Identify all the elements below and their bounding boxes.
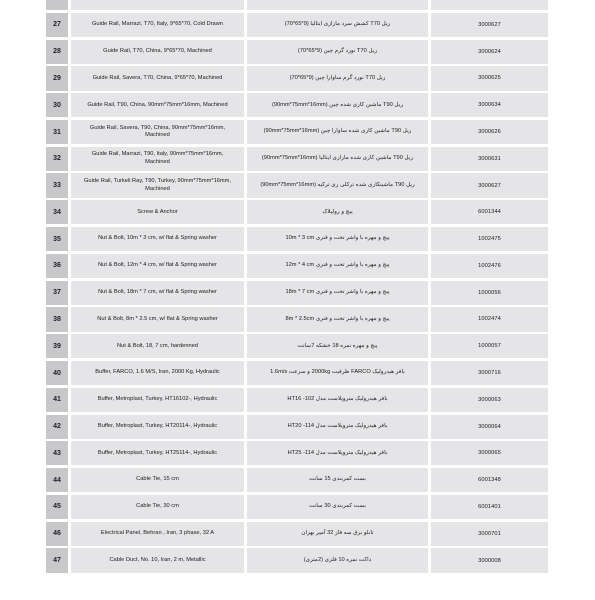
table-row xyxy=(46,0,548,10)
persian-description: بافر هیدرولیک متروپلاست مدل 102- HT16 xyxy=(247,388,428,412)
item-code: 6001344 xyxy=(431,200,548,224)
persian-description: پیچ و مهره با واشر تخت و فنری 12m * 4 cm xyxy=(247,254,428,278)
item-code: 3000627 xyxy=(431,13,548,37)
table-row xyxy=(46,281,548,305)
table-row xyxy=(46,441,548,465)
table-row xyxy=(46,173,548,197)
item-code: 1002474 xyxy=(431,307,548,331)
item-code: 3000627 xyxy=(431,173,548,197)
table-row xyxy=(46,13,548,37)
english-description: Nut & Bolt, 18m * 7 cm, w/ flat & Spring washer xyxy=(71,281,244,305)
english-description xyxy=(71,0,244,10)
english-description: Guide Rail, Marrazi, T70, Italy, 9*65*70, Cold Drawn xyxy=(71,13,244,37)
english-description: Guide Rail, T70, China, 9*65*70, Machined xyxy=(71,40,244,64)
persian-description: پیچ و رولپلاک xyxy=(247,200,428,224)
table-row xyxy=(46,307,548,331)
item-code: 3000625 xyxy=(431,66,548,90)
english-description: Guide Rail, Turkeli Ray, T90, Turkey, 90mm*75mm*16mm, Machined xyxy=(71,173,244,197)
english-description: Nut & Bolt, 10m * 3 cm, w/ flat & Spring washer xyxy=(71,227,244,251)
english-description: Electrical Panel, Behran , Iran, 3 phase, 32 A xyxy=(71,522,244,546)
row-number: 35 xyxy=(46,227,68,251)
row-number: 46 xyxy=(46,522,68,546)
row-number: 40 xyxy=(46,361,68,385)
item-code: 3000716 xyxy=(431,361,548,385)
table-row xyxy=(46,468,548,492)
persian-description: پیچ و مهره با واشر تخت و فنری 8m * 2.5cm xyxy=(247,307,428,331)
english-description: Screw & Anchor xyxy=(71,200,244,224)
item-code: 3000626 xyxy=(431,120,548,144)
persian-description: ریل T70 نورد گرم ساوارا چین (9*65*70) xyxy=(247,66,428,90)
persian-description: بست کمربندی 15 سانت xyxy=(247,468,428,492)
item-code: 3000701 xyxy=(431,522,548,546)
persian-description: بست کمربندی 30 سانت xyxy=(247,495,428,519)
persian-description: بافر هیدرولیک متروپلاست مدل 114- HT25 xyxy=(247,441,428,465)
table-row xyxy=(46,415,548,439)
english-description: Nut & Bolt, 8m * 2.5 cm, w/ flat & Spring washer xyxy=(71,307,244,331)
item-code: 3000624 xyxy=(431,40,548,64)
persian-description: ریل T90 ماشین کاری شده چین (90mm*75mm*16mm) xyxy=(247,93,428,117)
persian-description: بافر هیدرولیک متروپلاست مدل 114- HT20 xyxy=(247,415,428,439)
table-row xyxy=(46,522,548,546)
table-row xyxy=(46,227,548,251)
item-code: 3000065 xyxy=(431,441,548,465)
english-description: Guide Rail, Marrazi, T90, Italy, 90mm*75mm*16mm, Machined xyxy=(71,147,244,171)
table-row xyxy=(46,548,548,572)
item-code: 3000064 xyxy=(431,415,548,439)
table-row xyxy=(46,495,548,519)
row-number: 43 xyxy=(46,441,68,465)
row-number xyxy=(46,0,68,10)
row-number: 28 xyxy=(46,40,68,64)
row-number: 32 xyxy=(46,147,68,171)
row-number: 41 xyxy=(46,388,68,412)
persian-description xyxy=(247,0,428,10)
table-row xyxy=(46,334,548,358)
table-row xyxy=(46,361,548,385)
english-description: Buffer, Metroplast, Turkey, HT25114-, Hydraulic xyxy=(71,441,244,465)
persian-description: داکت نمره 10 فلزی (2متری) xyxy=(247,548,428,572)
english-description: Buffer, FARCO, 1.6 M/S, Iran, 2000 Kg, Hydraulic xyxy=(71,361,244,385)
persian-description: پیچ و مهره نمره 18 خشکه 7سانت xyxy=(247,334,428,358)
english-description: Buffer, Metroplast, Turkey, HT20114-, Hydraulic xyxy=(71,415,244,439)
english-description: Cable Tie, 30 cm xyxy=(71,495,244,519)
persian-description: ریل T90 ماشین کاری شده ساوارا چین (90mm*75mm*16mm) xyxy=(247,120,428,144)
row-number: 27 xyxy=(46,13,68,37)
row-number: 37 xyxy=(46,281,68,305)
persian-description: ریل T70 کشش سرد مارازی ایتالیا (9*65*70) xyxy=(247,13,428,37)
english-description: Nut & Bolt, 18, 7 cm, hardenned xyxy=(71,334,244,358)
row-number: 33 xyxy=(46,173,68,197)
row-number: 36 xyxy=(46,254,68,278)
table-row xyxy=(46,254,548,278)
table-row xyxy=(46,388,548,412)
item-code: 6001401 xyxy=(431,495,548,519)
row-number: 45 xyxy=(46,495,68,519)
item-code: 3000634 xyxy=(431,93,548,117)
english-description: Buffer, Metroplast, Turkey, HT16102-, Hydraulic xyxy=(71,388,244,412)
table-row xyxy=(46,93,548,117)
table-row xyxy=(46,40,548,64)
table-row xyxy=(46,66,548,90)
parts-table xyxy=(46,0,548,575)
persian-description: پیچ و مهره با واشر تخت و فنری 10m * 3 cm xyxy=(247,227,428,251)
english-description: Cable Duct, No. 10, Iran, 2 m, Metallic xyxy=(71,548,244,572)
item-code: 1000056 xyxy=(431,281,548,305)
persian-description: تابلو برق سه فاز 32 آمپر بهران xyxy=(247,522,428,546)
row-number: 47 xyxy=(46,548,68,572)
item-code xyxy=(431,0,548,10)
row-number: 38 xyxy=(46,307,68,331)
table-row xyxy=(46,120,548,144)
row-number: 39 xyxy=(46,334,68,358)
item-code: 1002475 xyxy=(431,227,548,251)
persian-description: پیچ و مهره با واشر تخت و فنری 18m * 7 cm xyxy=(247,281,428,305)
persian-description: ریل T90 ماشین کاری شده مارازی ایتالیا (90mm*75mm*16mm) xyxy=(247,147,428,171)
row-number: 30 xyxy=(46,93,68,117)
persian-description: بافر هیدرولیک FARCO ظرفیت 2000kg و سرعت 1.6m/s xyxy=(247,361,428,385)
table-row xyxy=(46,200,548,224)
row-number: 31 xyxy=(46,120,68,144)
persian-description: ریل T70 نورد گرم چین (9*65*70) xyxy=(247,40,428,64)
item-code: 1000057 xyxy=(431,334,548,358)
table-row xyxy=(46,147,548,171)
item-code: 6001348 xyxy=(431,468,548,492)
english-description: Cable Tie, 15 cm xyxy=(71,468,244,492)
item-code: 3000008 xyxy=(431,548,548,572)
item-code: 1002476 xyxy=(431,254,548,278)
english-description: Guide Rail, Savera, T70, China, 9*65*70, Machined xyxy=(71,66,244,90)
english-description: Guide Rail, Savera, T90, China, 90mm*75mm*16mm, Machined xyxy=(71,120,244,144)
english-description: Nut & Bolt, 12m * 4 cm, w/ flat & Spring washer xyxy=(71,254,244,278)
english-description: Guide Rail, T90, China, 90mm*75mm*16mm, Machined xyxy=(71,93,244,117)
row-number: 44 xyxy=(46,468,68,492)
row-number: 29 xyxy=(46,66,68,90)
item-code: 3000631 xyxy=(431,147,548,171)
persian-description: ریل T90 ماشینکاری شده ترکلی ری ترکیه (90mm*75mm*16mm) xyxy=(247,173,428,197)
row-number: 34 xyxy=(46,200,68,224)
row-number: 42 xyxy=(46,415,68,439)
item-code: 3000063 xyxy=(431,388,548,412)
